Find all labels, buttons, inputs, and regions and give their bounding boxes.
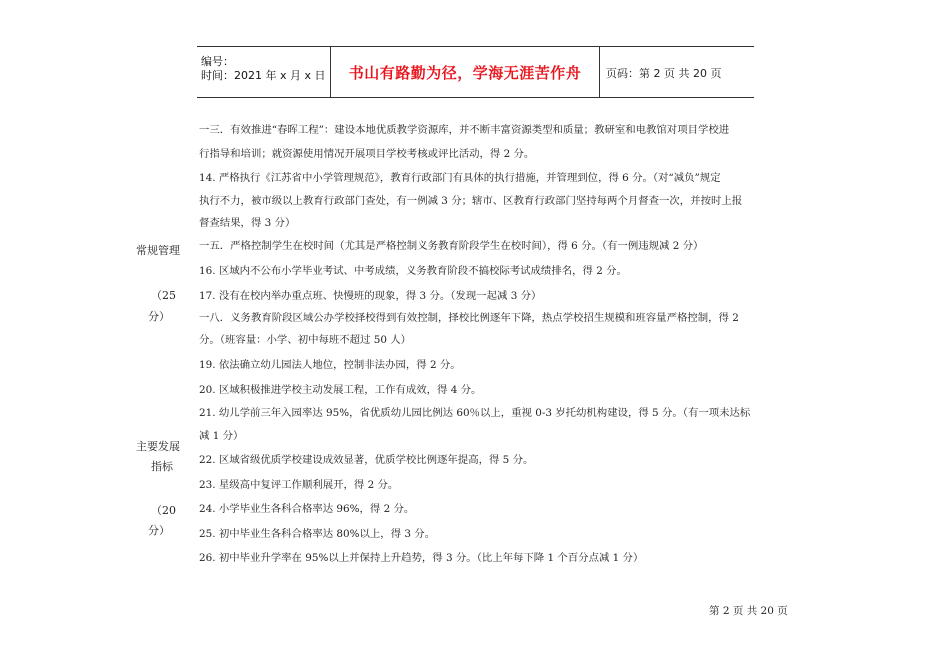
body-line: 14. 严格执行《江苏省中小学管理规范》，教育行政部门有具体的执行措施，并管理到位，得 6 分。（对“减负”规定 [199, 172, 721, 184]
page-footer: 第 2 页 共 20 页 [709, 605, 788, 617]
body-line: 25. 初中毕业生各科合格率达 80%以上，得 3 分。 [199, 528, 436, 540]
header-motto-cell [331, 47, 600, 97]
header-page-cell [600, 47, 754, 97]
body-line: 减 1 分） [199, 430, 244, 442]
body-line: 23. 星级高中复评工作顺利展开，得 2 分。 [199, 479, 399, 491]
body-line: 执行不力，被市级以上教育行政部门查处，有一例减 3 分；辖市、区教育行政部门坚持每两个月督查一次，并按时上报 [199, 195, 743, 207]
body-line: 21. 幼儿学前三年入园率达 95%，省优质幼儿园比例达 60％以上，重视 0-3 岁托幼机构建设，得 5 分。（有一项未达标 [199, 407, 751, 419]
category-routine-score-close: 分） [148, 310, 170, 323]
body-line: 17. 没有在校内举办重点班、快慢班的现象，得 3 分。（发现一起减 3 分） [199, 290, 542, 302]
body-line: 分。（班容量：小学、初中每班不超过 50 人） [199, 334, 412, 346]
body-line: 一三．有效推进“春晖工程”：建设本地优质教学资源库，并不断丰富资源类型和质量；教研室和电教馆对项目学校进 [199, 124, 730, 136]
category-routine-title: 常规管理 [136, 244, 180, 257]
category-main-score-open: （20 [151, 504, 176, 517]
header-table [197, 46, 754, 98]
body-line: 一八．义务教育阶段区域公办学校择校得到有效控制，择校比例逐年下降，热点学校招生规模和班容量严格控制，得 2 [199, 312, 739, 324]
body-line: 22. 区域省级优质学校建设成效显著，优质学校比例逐年提高，得 5 分。 [199, 454, 534, 466]
document-date: 时间：2021 年 x 月 x 日 [201, 69, 326, 82]
category-main-score-close: 分） [148, 524, 170, 537]
document-number-label: 编号： [201, 55, 234, 68]
page-code: 页码：第 2 页 共 20 页 [606, 67, 722, 80]
header-motto: 书山有路勤为径，学海无涯苦作舟 [348, 64, 582, 82]
body-line: 一五．严格控制学生在校时间（尤其是严格控制义务教育阶段学生在校时间），得 6 分。（有一例违规减 2 分） [199, 240, 704, 252]
category-routine-score-open: （25 [151, 289, 176, 302]
category-main-title: 主要发展 [136, 440, 180, 453]
body-line: 26. 初中毕业升学率在 95%以上并保持上升趋势，得 3 分。（比上年每下降 1 个百分点减 1 分） [199, 552, 644, 564]
body-line: 24. 小学毕业生各科合格率达 96%，得 2 分。 [199, 503, 415, 515]
category-main-title-2: 指标 [151, 460, 173, 473]
body-line: 19. 依法确立幼儿园法人地位，控制非法办园，得 2 分。 [199, 359, 461, 371]
body-line: 督查结果，得 3 分） [199, 217, 296, 229]
body-line: 行指导和培训；就资源使用情况开展项目学校考核或评比活动，得 2 分。 [199, 148, 535, 160]
body-line: 16. 区域内不公布小学毕业考试、中考成绩，义务教育阶段不搞校际考试成绩排名，得 2 分。 [199, 265, 627, 277]
body-line: 20. 区域积极推进学校主动发展工程，工作有成效，得 4 分。 [199, 384, 482, 396]
header-info-cell [197, 47, 331, 97]
